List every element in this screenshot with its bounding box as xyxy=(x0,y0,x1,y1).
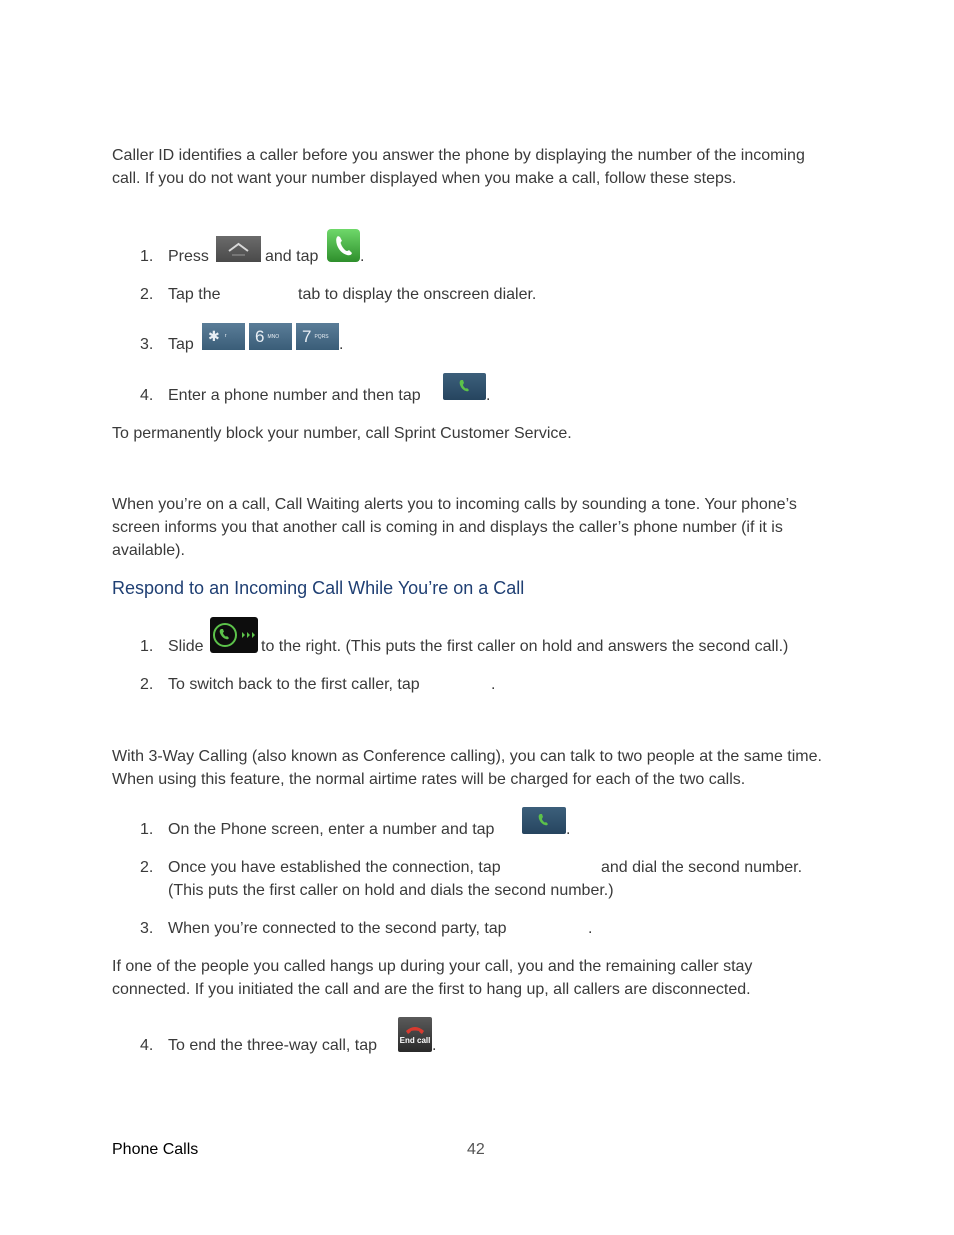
key-letters: ʳ xyxy=(224,332,227,341)
block-step-4-end xyxy=(486,384,490,407)
step-text: . xyxy=(588,920,593,937)
step-text: . xyxy=(491,676,496,693)
star-key-icon xyxy=(202,323,245,350)
step-text: To switch back to the first caller, tap xyxy=(168,676,420,693)
step-text: . xyxy=(339,336,344,353)
block-step-3-end xyxy=(339,333,343,356)
waiting-step-2 xyxy=(140,673,420,696)
key-letters: MNO xyxy=(267,333,280,340)
step-text: Tap the xyxy=(168,286,221,303)
step-text: tab to display the onscreen dialer. xyxy=(298,286,537,303)
step-number: 3. xyxy=(140,920,154,937)
step-text: . xyxy=(486,387,491,404)
step-text: . xyxy=(432,1037,437,1054)
step-number: 3. xyxy=(140,336,154,353)
step-text: and tap xyxy=(265,248,319,265)
block-step-1-mid xyxy=(265,245,318,268)
call-button-icon xyxy=(443,373,486,400)
three-way-step-1 xyxy=(140,818,494,841)
block-step-1 xyxy=(140,245,209,268)
step-number: 2. xyxy=(140,859,154,876)
end-call-label: End call xyxy=(399,1036,431,1045)
key-digit: 6 xyxy=(255,326,265,346)
step-text: Press xyxy=(168,248,209,265)
waiting-step-1 xyxy=(140,635,204,658)
key-letters: PQRS xyxy=(314,333,329,340)
three-way-step-2-line2 xyxy=(168,879,614,902)
call-waiting-paragraph: When you’re on a call, Call Waiting alerts you to incoming calls by sounding a tone. Your phone’s screen informs you that another call is coming in and displays the caller’s phone number (if it is available). xyxy=(112,496,797,559)
seven-key-icon xyxy=(296,323,339,350)
step-number: 1. xyxy=(140,821,154,838)
step-number: 1. xyxy=(140,248,154,265)
home-key-icon xyxy=(216,236,261,262)
three-way-step-2 xyxy=(140,856,501,879)
step-text: Tap xyxy=(168,336,194,353)
step-number: 2. xyxy=(140,676,154,693)
block-step-1-end xyxy=(360,245,364,268)
step-number: 2. xyxy=(140,286,154,303)
waiting-step-2-end xyxy=(491,673,495,696)
waiting-step-1-end xyxy=(261,635,788,658)
caller-id-paragraph: Caller ID identifies a caller before you answer the phone by displaying the number of the incoming call. If you do not want your number displayed when you make a call, follow these steps. xyxy=(112,147,805,187)
step-text: To end the three-way call, tap xyxy=(168,1037,378,1054)
step-text: Enter a phone number and then tap xyxy=(168,387,421,404)
key-digit: 7 xyxy=(302,326,312,346)
footer-section: Phone Calls xyxy=(112,1141,199,1158)
step-number: 4. xyxy=(140,1037,154,1054)
block-step-3 xyxy=(140,333,194,356)
three-way-step-2-end xyxy=(601,856,802,879)
step-text: When you’re connected to the second party, tap xyxy=(168,920,507,937)
three-way-step-3-end xyxy=(588,917,592,940)
step-text: to the right. (This puts the first caller on hold and answers the second call.) xyxy=(261,638,789,655)
call-button-icon xyxy=(522,807,566,834)
step-text: and dial the second number. xyxy=(601,859,803,876)
phone-app-icon xyxy=(327,229,360,262)
block-step-4 xyxy=(140,384,421,407)
key-digit: ✱ xyxy=(208,328,220,344)
three-way-step-3 xyxy=(140,917,507,940)
page-number: 42 xyxy=(467,1141,485,1158)
slide-answer-icon xyxy=(210,617,258,653)
respond-heading: Respond to an Incoming Call While You’re on a Call xyxy=(112,578,525,598)
permanent-block-paragraph: To permanently block your number, call Sprint Customer Service. xyxy=(112,425,572,442)
block-step-2-end xyxy=(298,283,536,306)
step-text: (This puts the first caller on hold and dials the second number.) xyxy=(168,882,614,899)
hang-up-note: If one of the people you called hangs up during your call, you and the remaining caller stay connected. If you initiated the call and are the first to hang up, all callers are disconnected. xyxy=(112,958,753,998)
six-key-icon xyxy=(249,323,292,350)
step-text: . xyxy=(566,821,571,838)
three-way-step-4 xyxy=(140,1034,377,1057)
step-number: 1. xyxy=(140,638,154,655)
step-text: Slide xyxy=(168,638,204,655)
step-text: . xyxy=(360,248,365,265)
step-text: Once you have established the connection, tap xyxy=(168,859,501,876)
three-way-step-4-end xyxy=(432,1034,436,1057)
three-way-step-1-end xyxy=(566,818,570,841)
step-text: On the Phone screen, enter a number and tap xyxy=(168,821,495,838)
three-way-paragraph: With 3-Way Calling (also known as Conference calling), you can talk to two people at the same time. When using this feature, the normal airtime rates will be charged for each of the two calls. xyxy=(112,748,822,788)
end-call-icon xyxy=(398,1017,432,1052)
step-number: 4. xyxy=(140,387,154,404)
block-step-2 xyxy=(140,283,220,306)
